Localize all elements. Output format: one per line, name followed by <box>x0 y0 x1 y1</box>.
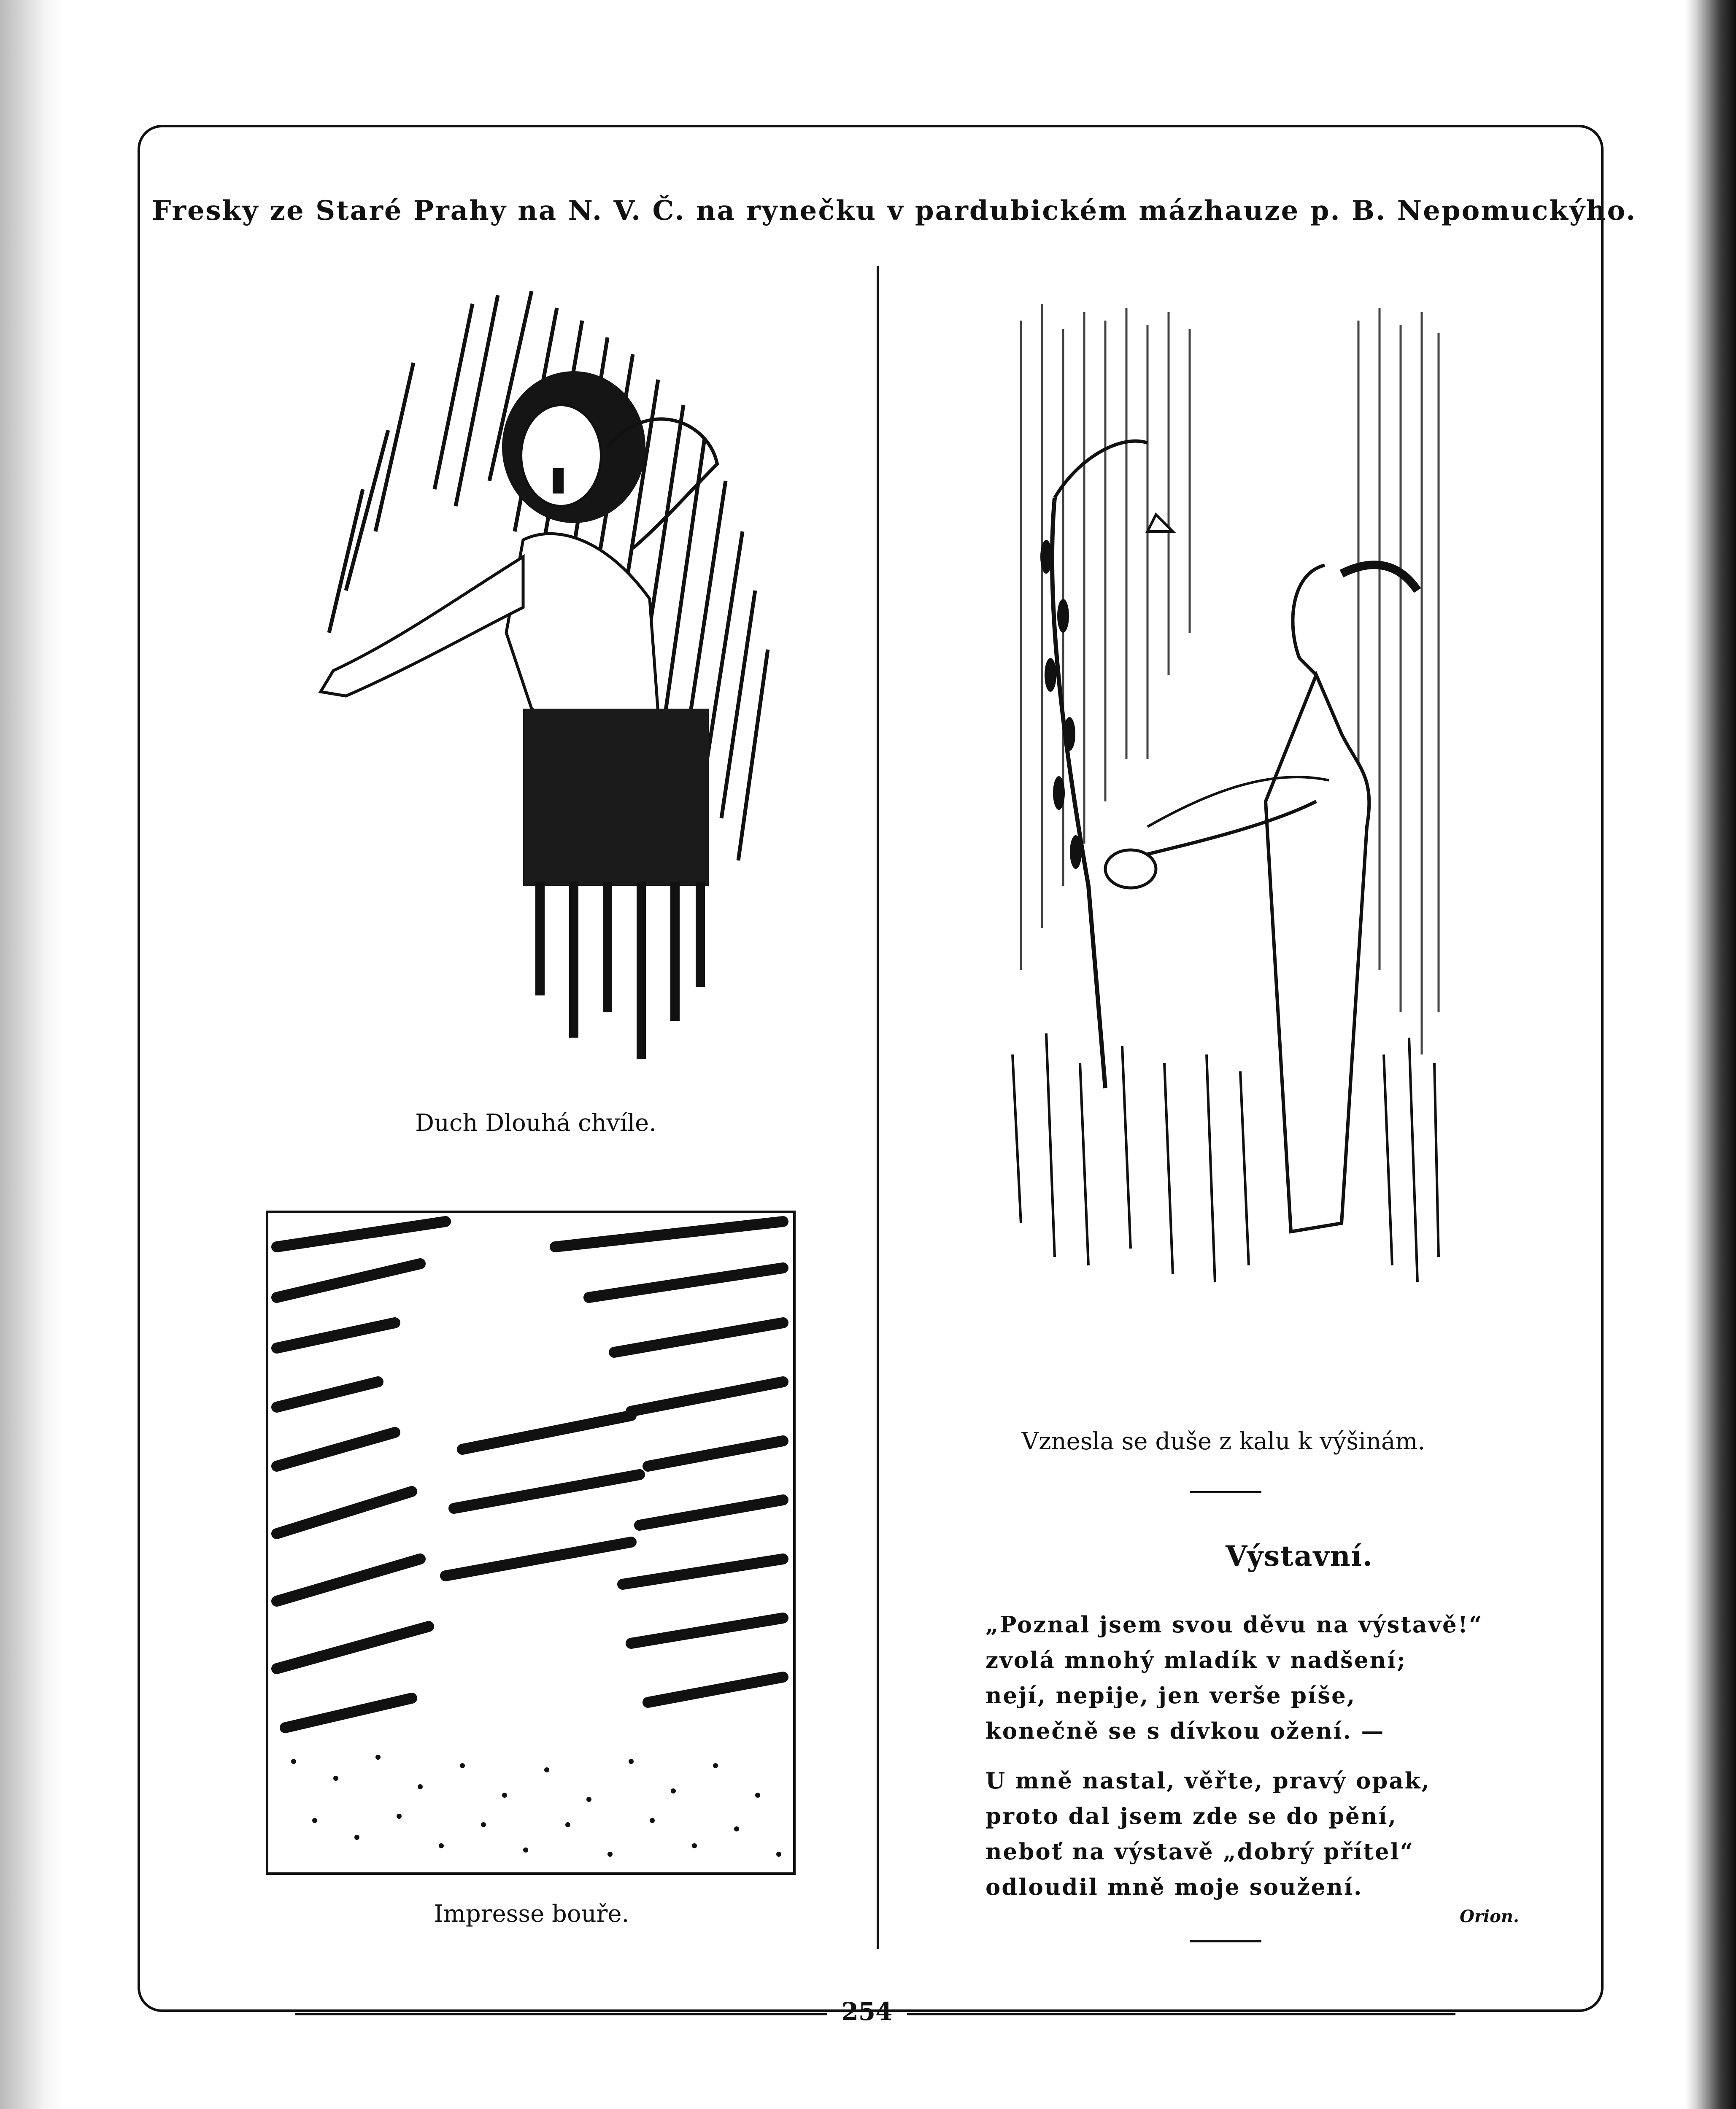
poem-line: „Poznal jsem svou děvu na výstavě!“ <box>985 1612 1483 1638</box>
column-divider <box>877 266 879 1949</box>
caption-vznesla-se-duse: Vznesla se duše z kalu k výšinám. <box>1021 1428 1426 1455</box>
page-number: 254 <box>841 1997 893 2026</box>
poem-line: konečně se s dívkou ožení. — <box>985 1718 1385 1744</box>
woman-figure-drawing <box>236 270 818 1097</box>
poem-stanza-1 <box>985 1607 1483 1749</box>
poem-line: U mně nastal, věřte, pravý opak, <box>985 1768 1431 1794</box>
scan-edge-right <box>1685 0 1736 2109</box>
storm-drawing <box>268 1213 793 1872</box>
poem-line: zvolá mnohý mladík v nadšení; <box>985 1647 1407 1673</box>
footer-rule-left <box>295 2013 827 2015</box>
rule-below-poem <box>1190 1940 1261 1942</box>
poem-line: proto dal jsem zde se do pění, <box>985 1803 1397 1829</box>
caption-duch-dlouha-chvile: Duch Dlouhá chvíle. <box>415 1109 656 1137</box>
poem-signature: Orion. <box>1460 1907 1519 1926</box>
poem-line: nejí, nepije, jen verše píše, <box>985 1683 1356 1709</box>
footer-rule-right <box>907 2013 1455 2015</box>
page-title: Fresky ze Staré Prahy na N. V. Č. na rynečku v pardubickém mázhauze p. B. Nepomuckýho. <box>152 195 1637 227</box>
illustration-vznesla-se-duse <box>996 295 1451 1409</box>
scan-edge-left <box>0 0 63 2109</box>
caption-impresse-boure: Impresse bouře. <box>434 1900 629 1928</box>
poem-stanza-2 <box>985 1763 1431 1905</box>
poem-title: Výstavní. <box>1226 1540 1373 1572</box>
figure-with-flower-drawing <box>996 295 1451 1409</box>
illustration-duch-dlouha-chvile <box>236 270 818 1097</box>
rule-above-poem <box>1190 1491 1261 1493</box>
illustration-impresse-boure <box>266 1211 796 1875</box>
poem-line: neboť na výstavě „dobrý přítel“ <box>985 1839 1415 1865</box>
poem-line: odloudil mně moje soužení. <box>985 1874 1363 1900</box>
